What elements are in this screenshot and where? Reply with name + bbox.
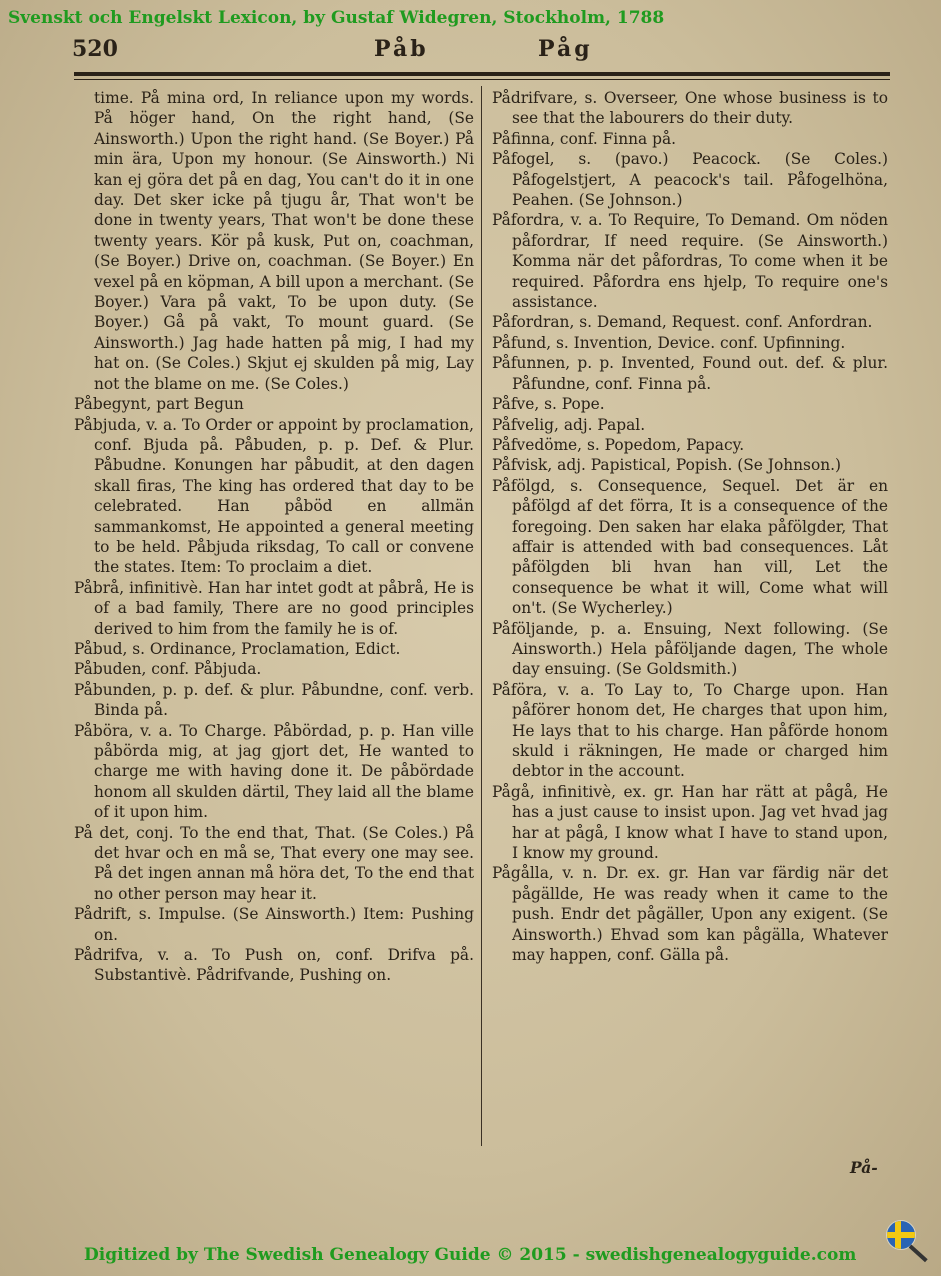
right-column-entry: Påfinna, conf. Finna på. — [492, 129, 677, 148]
left-column-entry: Påbuden, conf. Påbjuda. — [74, 660, 262, 679]
left-column-entry: Påbunden, p. p. def. & plur. Påbundne, conf. verb. Binda på. — [74, 680, 474, 720]
left-column-entry: time. På mina ord, In reliance upon my words. På höger hand, On the right hand, (Se Ainsworth.) Upon the right hand. (Se Boyer.) På min ära, Upon my honour. (Se Ainsworth.) Ni kan ej göra det på en dag, You can't do it in one day. Det sker icke på tjugu år, That won't be done in twenty years, That won't be done these twenty years. Kör på kusk, Put on, coachman, (Se Boyer.) Drive on, coachman. (Se Boyer.) En vexel på en köpman, A bill upon a merchant. (Se Boyer.) Vara på vakt, To be upon duty. (Se Boyer.) Gå på vakt, To mount guard. (Se Ainsworth.) Jag hade hatten på mig, I had my hat on. (Se Coles.) Skjut ej skulden på mig, Lay not the blame on me. (Se Coles.) — [94, 89, 474, 393]
right-column — [492, 88, 888, 965]
right-column-entry: Påfvedöme, s. Popedom, Papacy. — [492, 435, 745, 454]
left-column — [74, 88, 474, 986]
footer-credit: Digitized by The Swedish Genealogy Guide © 2015 - swedishgenealogyguide.com — [84, 1245, 857, 1265]
header-rule-thick — [74, 72, 890, 76]
left-column-entry: Påbud, s. Ordinance, Proclamation, Edict. — [74, 639, 401, 658]
right-column-entry: Påfund, s. Invention, Device. conf. Upfinning. — [492, 333, 846, 352]
right-column-entry: Påfölgd, s. Consequence, Sequel. Det är en påfölgd af det förra, It is a consequence of the foregoing. Den saken har elaka påfölgder, That affair is attended with bad consequences. Låt påfölgden bli hvan han vill, Let the consequence be what it will, Come what will on't. (Se Wycherley.) — [492, 476, 888, 618]
left-column-entry: Påböra, v. a. To Charge. Påbördad, p. p. Han ville påbörda mig, at jag gjort det, He wanted to charge me with having done it. De påbördade honom all skulden därtil, They laid all the blame of it upon him. — [74, 721, 474, 822]
right-column-entry: Påfvelig, adj. Papal. — [492, 415, 646, 434]
right-column-entry: Påföra, v. a. To Lay to, To Charge upon. Han påförer honom det, He charges that upon him, He lays that to his charge. Han påförde honom skuld i räkningen, He made or charged him debtor in the account. — [492, 680, 888, 781]
header-guide-word-right: Påg — [538, 36, 593, 62]
banner-title: Svenskt och Engelskt Lexicon, by Gustaf Widegren, Stockholm, 1788 — [8, 8, 665, 28]
column-divider — [481, 86, 482, 1146]
right-column-entry: Pågå, infinitivè, ex. gr. Han har rätt at pågå, He has a just cause to insist upon. Jag vet hvad jag har at pågå, I know what I have to stand upon, I know my ground. — [492, 782, 888, 863]
right-column-entry: Påfordran, s. Demand, Request. conf. Anfordran. — [492, 313, 873, 332]
page-number: 520 — [72, 36, 118, 62]
left-column-entry: Pådrifva, v. a. To Push on, conf. Drifva på. Substantivè. Pådrifvande, Pushing on. — [74, 946, 474, 985]
left-column-entry: Påbrå, infinitivè. Han har intet godt at påbrå, He is of a bad family, There are no good principles derived to him from the family he is of. — [74, 578, 474, 638]
left-column-entry: På det, conj. To the end that, That. (Se Coles.) På det hvar och en må se, That every one may see. På det ingen annan må höra det, To the end that no other person may hear it. — [74, 823, 474, 903]
header-rule-thin — [74, 79, 890, 80]
header-guide-word-left: Påb — [374, 36, 429, 62]
left-column-entry: Pådrift, s. Impulse. (Se Ainsworth.) Item: Pushing on. — [74, 905, 474, 944]
catchword: På- — [850, 1158, 878, 1177]
page-header — [72, 36, 892, 76]
right-column-entry: Påfogel, s. (pavo.) Peacock. (Se Coles.) Påfogelstjert, A peacock's tail. Påfogelhöna, Peahen. (Se Johnson.) — [492, 150, 888, 210]
right-column-entry: Påfordra, v. a. To Require, To Demand. Om nöden påfordrar, If need require. (Se Ainsworth.) Komma när det påfordras, To come when it be required. Påfordra ens hjelp, To require one's assistance. — [492, 211, 888, 312]
right-column-entry: Påfunnen, p. p. Invented, Found out. def. & plur. Påfundne, conf. Finna på. — [492, 354, 888, 393]
left-column-entry: Påbegynt, part Begun — [74, 395, 244, 414]
magnifier-handle — [909, 1245, 928, 1263]
left-column-entry: Påbjuda, v. a. To Order or appoint by proclamation, conf. Bjuda på. Påbuden, p. p. Def. & Plur. Påbudne. Konungen har påbudit, at den dagen skall firas, The king has ordered that day to be celebrated. Han påböd en allmän sammankomst, He appointed a general meeting to be held. Påbjuda riksdag, To call or convene the states. Item: To proclaim a diet. — [74, 415, 474, 577]
right-column-entry: Påfvisk, adj. Papistical, Popish. (Se Johnson.) — [492, 456, 842, 475]
right-column-entry: Pågålla, v. n. Dr. ex. gr. Han var färdig när det pågällde, He was ready when it came to the push. Endr det pågäller, Upon any exigent. (Se Ainsworth.) Ehvad som kan pågälla, Whatever may happen, conf. Gälla på. — [492, 864, 888, 965]
right-column-entry: Pådrifvare, s. Overseer, One whose business is to see that the labourers do their duty. — [492, 89, 888, 128]
right-column-entry: Påföljande, p. a. Ensuing, Next following. (Se Ainsworth.) Hela påföljande dagen, The whole day ensuing. (Se Goldsmith.) — [492, 619, 888, 679]
right-column-entry: Påfve, s. Pope. — [492, 395, 605, 414]
